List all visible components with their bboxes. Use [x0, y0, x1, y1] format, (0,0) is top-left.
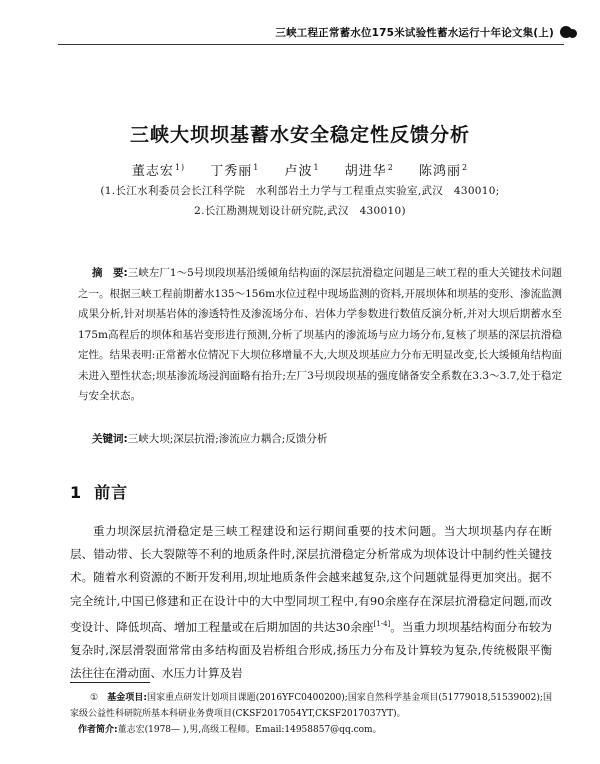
author-affil-mark: 1) [174, 162, 186, 172]
citation-ref: [1-4] [373, 619, 391, 628]
author-name: 丁秀丽 [210, 164, 253, 179]
author-affil-mark: 2 [462, 162, 469, 172]
header-divider [58, 44, 564, 45]
author-name: 卢波 [284, 164, 313, 179]
abstract [78, 263, 562, 407]
author [419, 164, 468, 179]
author-name: 董志宏 [131, 164, 174, 179]
author [132, 164, 185, 179]
fund-text: 国家重点研发计划项目课题(2016YFC0400200);国家自然科学基金项目(51779018,51539002);国家级公益性科研院所基本科研业务费项目(CKSF2017054YT,CKSF2017037YT)。 [70, 693, 552, 719]
keywords [92, 431, 562, 446]
paper-title: 三峡大坝坝基蓄水安全稳定性反馈分析 [129, 124, 470, 146]
intro-text-continued: 。当重力坝坝基结构面分布较为复杂时,深层滑裂面常常由多结构面及岩桥组合形成,扬压力分布及计算较为复杂,传统极限平衡法往往在滑动面、水压力计算及岩 [70, 619, 552, 681]
section-heading [70, 480, 128, 503]
author [345, 164, 394, 179]
intro-paragraph [70, 520, 552, 685]
abstract-text: 三峡左厂1～5号坝段坝基沿缓倾角结构面的深层抗滑稳定问题是三峡工程的重大关键技术问题之一。根据三峡工程前期蓄水135～156m水位过程中现场监测的资料,开展坝体和坝基的变形、渗流监测成果分析,针对坝基岩体的渗透特性及渗流场分布、岩体力学参数进行数值反演分析,并对大坝后期蓄水至175m高程后的坝体和基岩变形进行预测,分析了坝基内的渗流场与应力场分布,复核了坝基的深层抗滑稳定性。结果表明:正常蓄水位情况下大坝位移增量不大,大坝及坝基应力分布无明显改变,长大缓倾角结构面未进入塑性状态;坝基渗流场浸润面略有抬升;左厂3号坝段坝基的强度储备安全系数在3.3～3.7,处于稳定与安全状态。 [78, 267, 562, 402]
fund-footnote [70, 690, 552, 722]
footnotes [70, 690, 552, 738]
section-number: 1 [70, 483, 83, 502]
author-affil-mark: 2 [387, 162, 394, 172]
author-affil-mark: 1 [253, 162, 260, 172]
footnote-divider [70, 682, 150, 683]
author [210, 164, 259, 179]
running-header [275, 22, 578, 42]
author-list [0, 160, 600, 179]
abstract-label: 摘 要: [92, 267, 128, 279]
keywords-text: 三峡大坝;深层抗滑;渗流应力耦合;反馈分析 [127, 433, 328, 445]
author [285, 164, 320, 179]
intro-text: 重力坝深层抗滑稳定是三峡工程建设和运行期间重要的技术问题。当大坝坝基内存在断层、错动带、长大裂隙等不利的地质条件时,深层抗滑稳定分析常成为坝体设计中制约性关键技术。随着水利资源的不断开发利用,坝址地质条件会越来越复杂,这个问题就显得更加突出。据不完全统计,中国已修建和正在设计中的大中型同坝工程中,有90余座存在深层抗滑稳定问题,而改变设计、降低坝高、增加工程量或在后期加固的共达30余座 [70, 524, 552, 634]
section-title: 前言 [94, 483, 129, 502]
author-name: 胡进华 [344, 164, 387, 179]
running-header-text: 三峡工程正常蓄水位175米试验性蓄水运行十年论文集(上) [275, 26, 554, 39]
author-bio-label: 作者简介: [78, 725, 118, 735]
author-footnote [70, 722, 552, 738]
affiliation-line: 2.长江勘测规划设计研究院,武汉 430010) [194, 205, 406, 217]
book-logo-icon [560, 25, 578, 39]
author-affil-mark: 1 [313, 162, 320, 172]
affiliation-line: (1.长江水利委员会长江科学院 水利部岩土力学与工程重点实验室,武汉 430010; [100, 185, 500, 197]
author-name: 陈鸿丽 [419, 164, 462, 179]
keywords-label: 关键词: [92, 433, 128, 445]
author-bio-text: 董志宏(1978— ),男,高级工程师。Email:14958857@qq.com。 [117, 725, 382, 735]
footnote-marker: ① [90, 693, 99, 703]
fund-label: 基金项目: [107, 693, 147, 703]
